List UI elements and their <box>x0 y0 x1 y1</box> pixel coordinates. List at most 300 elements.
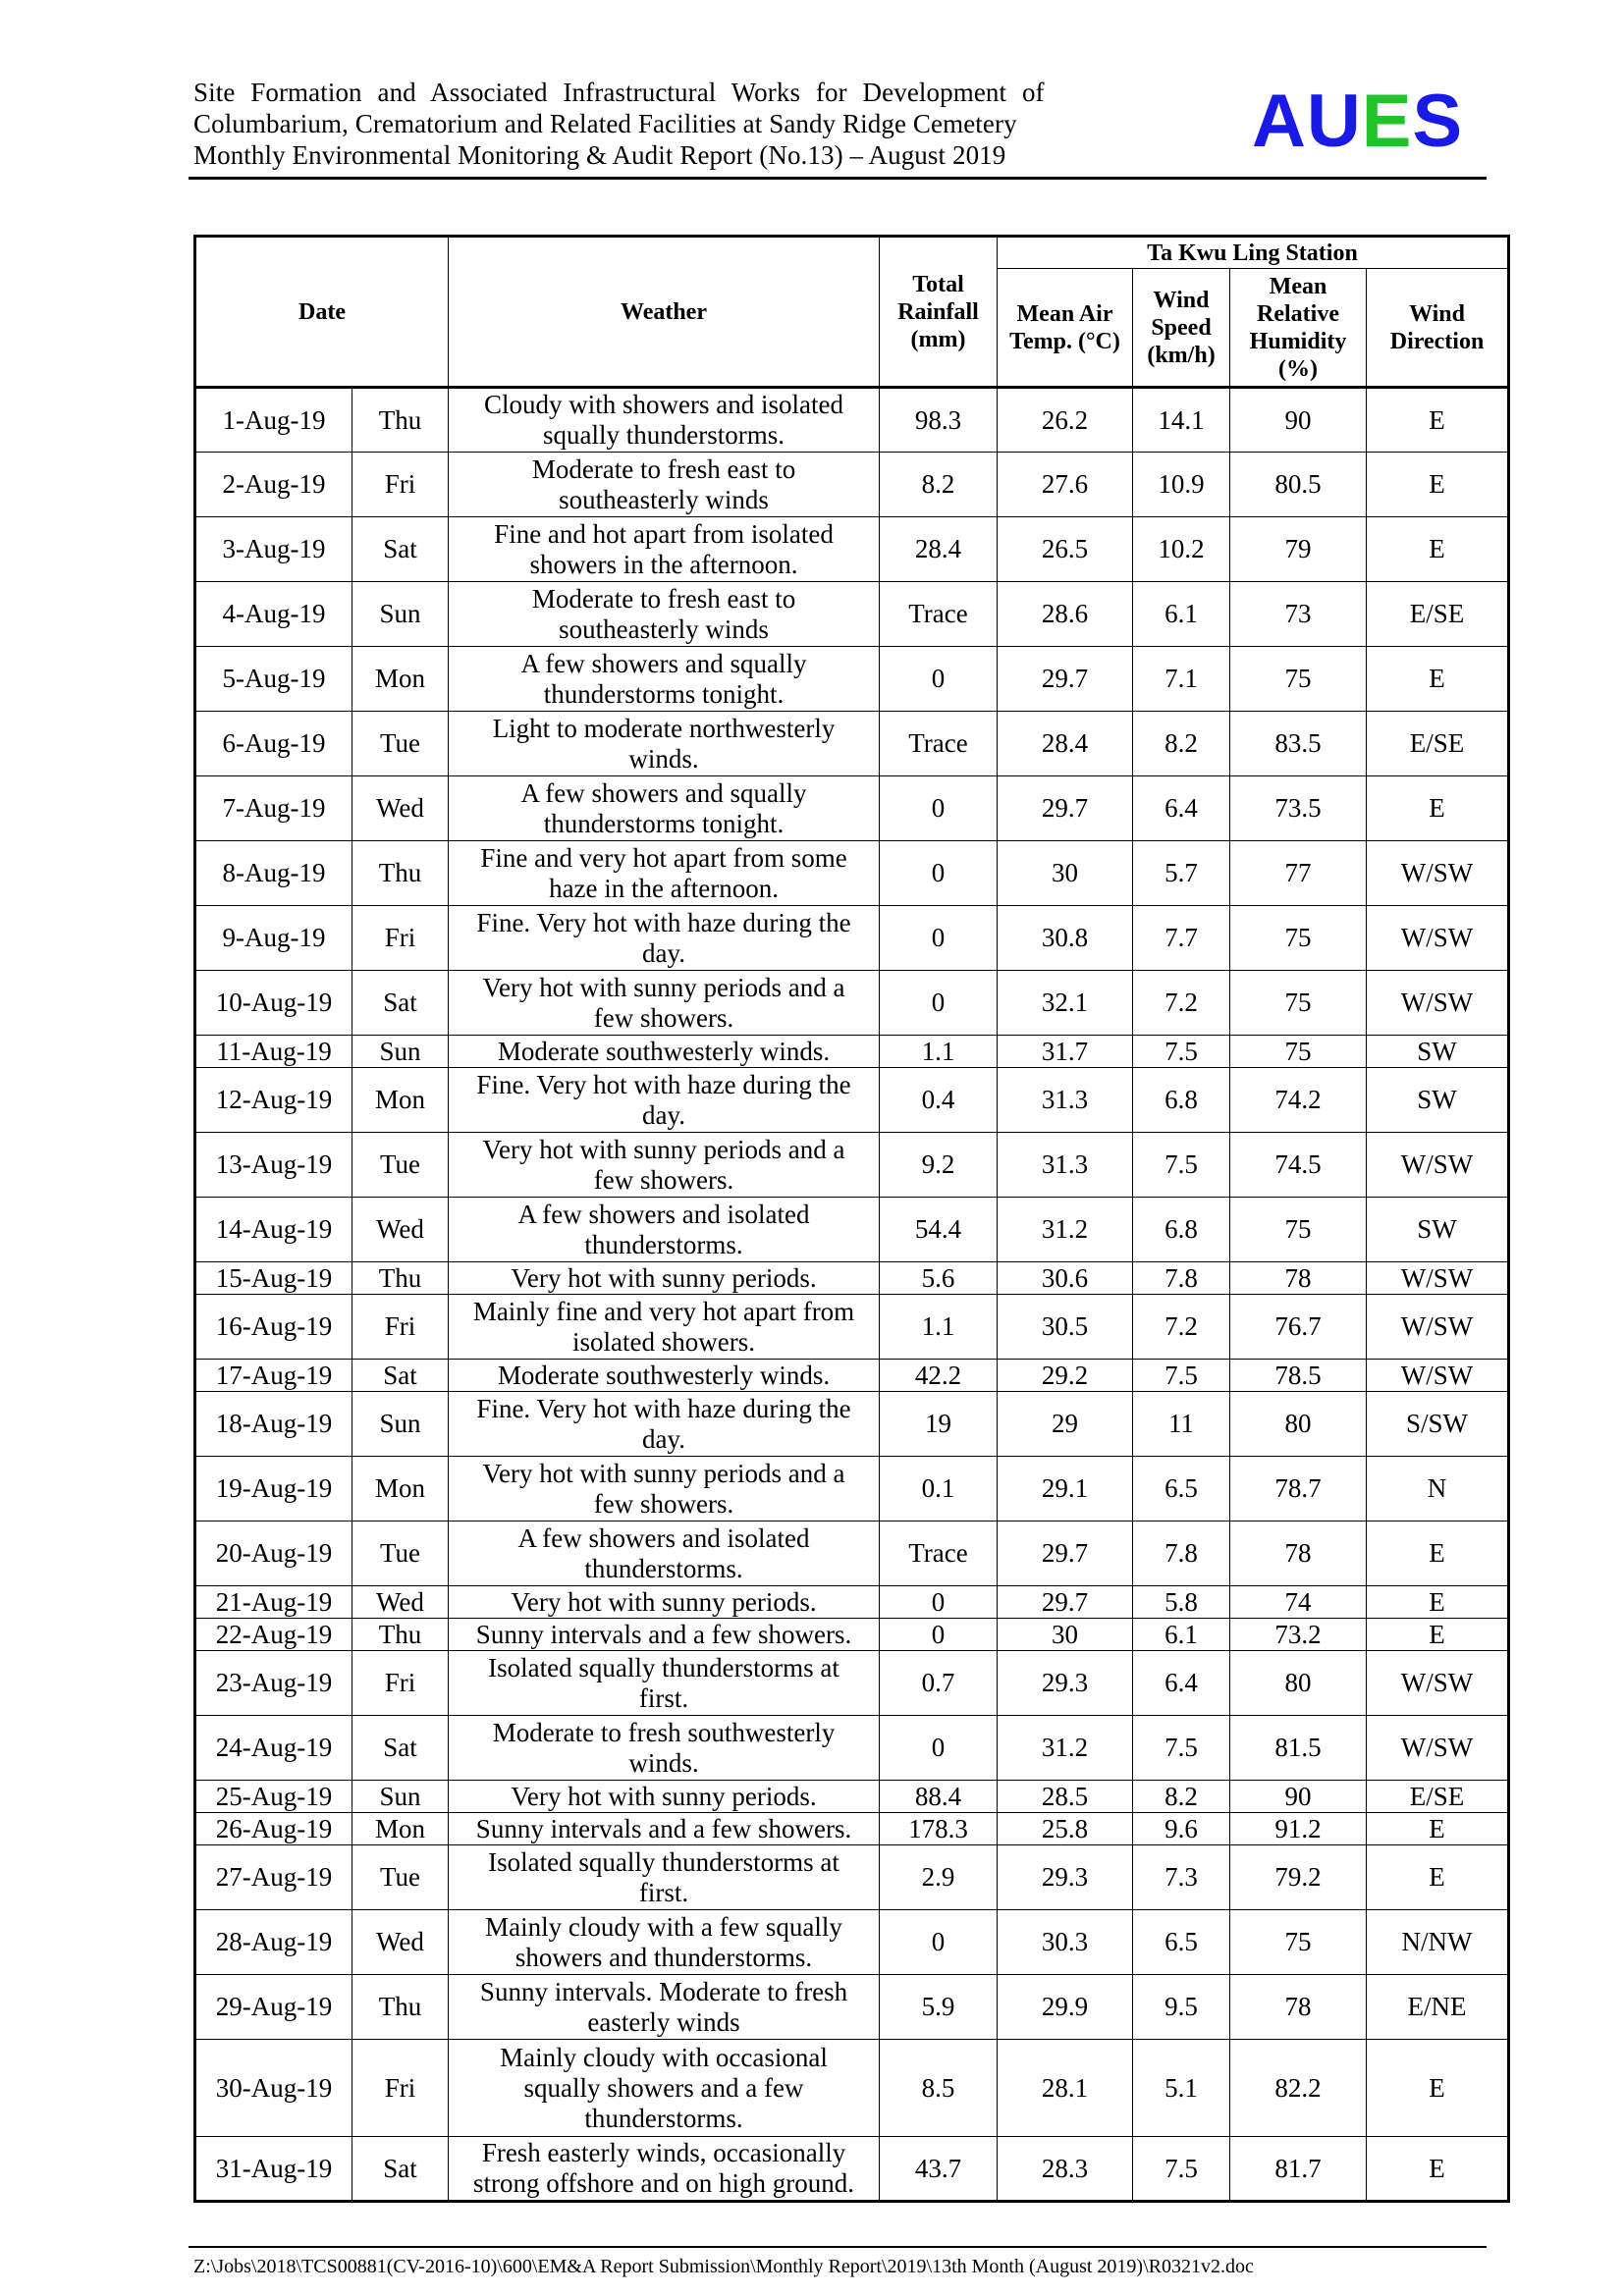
cell-rainfall: 8.2 <box>880 453 998 517</box>
cell-rainfall: 88.4 <box>880 1781 998 1813</box>
weather-text-line: A few showers and isolated <box>517 1199 810 1229</box>
cell-rainfall: 0 <box>880 841 998 906</box>
cell-mean-air-temp: 32.1 <box>998 971 1133 1036</box>
cell-date: 26-Aug-19 <box>195 1813 352 1845</box>
cell-rainfall: Trace <box>880 712 998 776</box>
table-row <box>195 1068 1509 1133</box>
cell-humidity: 75 <box>1230 1036 1367 1068</box>
cell-humidity: 73.5 <box>1230 776 1367 841</box>
cell-humidity: 73 <box>1230 582 1367 647</box>
cell-date: 28-Aug-19 <box>195 1910 352 1975</box>
weather-text-line: Fresh easterly winds, occasionally <box>481 2138 846 2167</box>
cell-humidity: 82.2 <box>1230 2040 1367 2137</box>
cell-humidity: 75 <box>1230 647 1367 712</box>
cell-wind-direction: E <box>1367 2040 1509 2137</box>
cell-day: Sat <box>352 1716 449 1781</box>
cell-wind-direction: E <box>1367 1813 1509 1845</box>
weather-text-line: Fine. Very hot with haze during the <box>476 907 851 937</box>
cell-day: Sat <box>352 2137 449 2202</box>
weather-text-line: few showers. <box>593 1488 734 1519</box>
cell-date: 14-Aug-19 <box>195 1198 352 1262</box>
page-header <box>193 77 1485 177</box>
cell-wind-direction: N <box>1367 1457 1509 1522</box>
cell-date: 13-Aug-19 <box>195 1133 352 1198</box>
cell-rainfall: 1.1 <box>880 1036 998 1068</box>
cell-weather <box>449 1392 880 1457</box>
cell-rainfall: 8.5 <box>880 2040 998 2137</box>
cell-wind-direction: W/SW <box>1367 1651 1509 1716</box>
cell-wind-direction: SW <box>1367 1198 1509 1262</box>
cell-humidity: 79.2 <box>1230 1845 1367 1910</box>
cell-day: Thu <box>352 1262 449 1295</box>
cell-wind-direction: E/NE <box>1367 1975 1509 2040</box>
weather-text-line: southeasterly winds <box>559 614 769 644</box>
weather-text-line: Light to moderate northwesterly <box>492 713 836 743</box>
weather-text-line: squally thunderstorms. <box>543 420 785 450</box>
cell-day: Thu <box>352 1975 449 2040</box>
cell-wind-speed: 7.1 <box>1133 647 1230 712</box>
header-date: Date <box>195 237 449 388</box>
cell-date: 5-Aug-19 <box>195 647 352 712</box>
cell-rainfall: 43.7 <box>880 2137 998 2202</box>
table-row <box>195 1392 1509 1457</box>
cell-humidity: 75 <box>1230 971 1367 1036</box>
cell-date: 12-Aug-19 <box>195 1068 352 1133</box>
weather-text-line: isolated showers. <box>572 1326 755 1357</box>
cell-wind-direction: W/SW <box>1367 841 1509 906</box>
cell-date: 11-Aug-19 <box>195 1036 352 1068</box>
cell-mean-air-temp: 28.4 <box>998 712 1133 776</box>
cell-mean-air-temp: 29.7 <box>998 776 1133 841</box>
cell-rainfall: 54.4 <box>880 1198 998 1262</box>
cell-wind-speed: 7.2 <box>1133 1295 1230 1360</box>
cell-humidity: 78.5 <box>1230 1360 1367 1392</box>
cell-day: Wed <box>352 1910 449 1975</box>
cell-wind-direction: E <box>1367 453 1509 517</box>
weather-text-line: Moderate to fresh east to <box>531 454 796 484</box>
header-weather: Weather <box>449 237 880 388</box>
weather-text-line: Very hot with sunny periods and a <box>482 1458 845 1488</box>
weather-text-line: Very hot with sunny periods. <box>511 1586 817 1617</box>
cell-weather <box>449 1522 880 1586</box>
cell-rainfall: 1.1 <box>880 1295 998 1360</box>
cell-weather <box>449 1619 880 1651</box>
cell-weather <box>449 1262 880 1295</box>
cell-humidity: 80 <box>1230 1651 1367 1716</box>
cell-wind-speed: 11 <box>1133 1392 1230 1457</box>
weather-text-line: Very hot with sunny periods and a <box>482 972 845 1002</box>
table-row <box>195 1036 1509 1068</box>
weather-text-line: Moderate to fresh southwesterly <box>492 1717 836 1747</box>
cell-day: Sun <box>352 1392 449 1457</box>
weather-text-line: Mainly cloudy with occasional <box>500 2042 828 2072</box>
weather-text-line: few showers. <box>593 1164 734 1195</box>
cell-humidity: 76.7 <box>1230 1295 1367 1360</box>
table-row <box>195 1262 1509 1295</box>
cell-wind-speed: 6.1 <box>1133 1619 1230 1651</box>
cell-wind-direction: E <box>1367 2137 1509 2202</box>
cell-wind-direction: N/NW <box>1367 1910 1509 1975</box>
weather-text-line: Cloudy with showers and isolated <box>484 390 843 419</box>
cell-day: Sat <box>352 971 449 1036</box>
cell-weather <box>449 1457 880 1522</box>
cell-wind-direction: E <box>1367 1619 1509 1651</box>
cell-wind-speed: 7.7 <box>1133 906 1230 971</box>
cell-weather <box>449 2040 880 2137</box>
table-row <box>195 1360 1509 1392</box>
weather-text-line: Sunny intervals. Moderate to fresh <box>479 1976 848 2006</box>
logo-part-e: E <box>1361 80 1413 163</box>
cell-humidity: 90 <box>1230 1781 1367 1813</box>
footer-file-path: Z:\Jobs\2018\TCS00881(CV-2016-10)\600\EM&A Report Submission\Monthly Report\2019\13th Month (August 2019)\R0321v2.doc <box>193 2256 1254 2277</box>
cell-day: Wed <box>352 1586 449 1619</box>
cell-date: 22-Aug-19 <box>195 1619 352 1651</box>
cell-wind-speed: 10.2 <box>1133 517 1230 582</box>
table-row <box>195 1295 1509 1360</box>
cell-rainfall: 0 <box>880 971 998 1036</box>
cell-wind-speed: 6.1 <box>1133 582 1230 647</box>
cell-date: 16-Aug-19 <box>195 1295 352 1360</box>
cell-date: 20-Aug-19 <box>195 1522 352 1586</box>
table-row <box>195 971 1509 1036</box>
cell-day: Thu <box>352 388 449 453</box>
cell-mean-air-temp: 26.2 <box>998 388 1133 453</box>
cell-humidity: 74.5 <box>1230 1133 1367 1198</box>
cell-date: 6-Aug-19 <box>195 712 352 776</box>
table-row <box>195 582 1509 647</box>
cell-mean-air-temp: 31.3 <box>998 1133 1133 1198</box>
logo-part-s: S <box>1412 80 1464 163</box>
cell-mean-air-temp: 31.7 <box>998 1036 1133 1068</box>
cell-wind-direction: S/SW <box>1367 1392 1509 1457</box>
cell-wind-speed: 6.4 <box>1133 1651 1230 1716</box>
weather-text-line: Sunny intervals and a few showers. <box>475 1619 852 1649</box>
cell-mean-air-temp: 29.9 <box>998 1975 1133 2040</box>
cell-wind-speed: 8.2 <box>1133 1781 1230 1813</box>
cell-wind-direction: E <box>1367 776 1509 841</box>
cell-mean-air-temp: 30 <box>998 1619 1133 1651</box>
cell-weather <box>449 1036 880 1068</box>
cell-wind-direction: E <box>1367 517 1509 582</box>
cell-weather <box>449 1295 880 1360</box>
cell-rainfall: 0.7 <box>880 1651 998 1716</box>
cell-rainfall: 0 <box>880 1910 998 1975</box>
weather-text-line: Isolated squally thunderstorms at <box>488 1846 839 1877</box>
cell-wind-direction: E/SE <box>1367 1781 1509 1813</box>
cell-weather <box>449 1360 880 1392</box>
cell-weather <box>449 1975 880 2040</box>
cell-wind-speed: 6.8 <box>1133 1198 1230 1262</box>
weather-text-line: Fine and very hot apart from some <box>480 842 847 873</box>
cell-rainfall: 0 <box>880 1716 998 1781</box>
cell-date: 24-Aug-19 <box>195 1716 352 1781</box>
table-row <box>195 2137 1509 2202</box>
header-divider <box>189 177 1487 180</box>
table-row <box>195 841 1509 906</box>
table-row <box>195 517 1509 582</box>
weather-text-line: thunderstorms. <box>584 1553 743 1583</box>
cell-humidity: 75 <box>1230 1198 1367 1262</box>
cell-mean-air-temp: 28.5 <box>998 1781 1133 1813</box>
table-row <box>195 1975 1509 2040</box>
cell-weather <box>449 841 880 906</box>
cell-day: Fri <box>352 906 449 971</box>
weather-text-line: day. <box>642 937 685 968</box>
cell-mean-air-temp: 28.6 <box>998 582 1133 647</box>
table-row <box>195 1716 1509 1781</box>
cell-humidity: 79 <box>1230 517 1367 582</box>
cell-day: Sat <box>352 1360 449 1392</box>
cell-mean-air-temp: 29.3 <box>998 1845 1133 1910</box>
table-row <box>195 1910 1509 1975</box>
cell-day: Wed <box>352 776 449 841</box>
cell-wind-speed: 7.5 <box>1133 1036 1230 1068</box>
weather-text-line: Moderate southwesterly winds. <box>497 1036 831 1066</box>
cell-weather <box>449 1813 880 1845</box>
cell-wind-speed: 6.8 <box>1133 1068 1230 1133</box>
cell-rainfall: 0 <box>880 906 998 971</box>
cell-rainfall: 0.1 <box>880 1457 998 1522</box>
cell-humidity: 91.2 <box>1230 1813 1367 1845</box>
report-title-line-1: Site Formation and Associated Infrastructural Works for Development of <box>193 78 1045 107</box>
weather-text-line: first. <box>638 1682 689 1713</box>
weather-text-line: southeasterly winds <box>559 484 769 514</box>
cell-day: Fri <box>352 453 449 517</box>
cell-day: Sat <box>352 517 449 582</box>
table-row <box>195 712 1509 776</box>
cell-date: 18-Aug-19 <box>195 1392 352 1457</box>
cell-mean-air-temp: 31.2 <box>998 1716 1133 1781</box>
cell-rainfall: 178.3 <box>880 1813 998 1845</box>
aues-logo <box>1252 80 1464 163</box>
cell-mean-air-temp: 31.2 <box>998 1198 1133 1262</box>
cell-date: 15-Aug-19 <box>195 1262 352 1295</box>
cell-day: Wed <box>352 1198 449 1262</box>
table-row <box>195 1586 1509 1619</box>
cell-wind-direction: W/SW <box>1367 971 1509 1036</box>
cell-day: Fri <box>352 1295 449 1360</box>
cell-wind-direction: E <box>1367 388 1509 453</box>
cell-humidity: 81.5 <box>1230 1716 1367 1781</box>
cell-wind-direction: E/SE <box>1367 582 1509 647</box>
cell-mean-air-temp: 25.8 <box>998 1813 1133 1845</box>
cell-wind-speed: 14.1 <box>1133 388 1230 453</box>
cell-day: Mon <box>352 647 449 712</box>
weather-text-line: easterly winds <box>587 2006 740 2037</box>
cell-mean-air-temp: 28.1 <box>998 2040 1133 2137</box>
table-row <box>195 1781 1509 1813</box>
cell-day: Tue <box>352 1133 449 1198</box>
cell-rainfall: 19 <box>880 1392 998 1457</box>
cell-date: 7-Aug-19 <box>195 776 352 841</box>
weather-text-line: Fine. Very hot with haze during the <box>476 1393 851 1423</box>
cell-date: 23-Aug-19 <box>195 1651 352 1716</box>
cell-weather <box>449 453 880 517</box>
weather-text-line: Very hot with sunny periods and a <box>482 1134 845 1164</box>
table-row <box>195 1198 1509 1262</box>
cell-rainfall: 0 <box>880 1586 998 1619</box>
table-row <box>195 906 1509 971</box>
cell-weather <box>449 1845 880 1910</box>
cell-weather <box>449 1781 880 1813</box>
cell-wind-speed: 6.5 <box>1133 1910 1230 1975</box>
cell-day: Sun <box>352 1781 449 1813</box>
cell-date: 25-Aug-19 <box>195 1781 352 1813</box>
cell-wind-direction: E <box>1367 1845 1509 1910</box>
cell-weather <box>449 1198 880 1262</box>
table-row <box>195 2040 1509 2137</box>
cell-wind-direction: W/SW <box>1367 906 1509 971</box>
table-body <box>195 388 1509 2202</box>
cell-humidity: 78 <box>1230 1262 1367 1295</box>
cell-mean-air-temp: 30 <box>998 841 1133 906</box>
cell-wind-direction: SW <box>1367 1036 1509 1068</box>
weather-text-line: A few showers and squally <box>520 777 807 808</box>
cell-day: Mon <box>352 1068 449 1133</box>
header-wind-direction: Wind Direction <box>1367 269 1509 388</box>
cell-wind-speed: 5.7 <box>1133 841 1230 906</box>
cell-mean-air-temp: 30.8 <box>998 906 1133 971</box>
weather-text-line: showers and thunderstorms. <box>514 1942 813 1972</box>
cell-humidity: 81.7 <box>1230 2137 1367 2202</box>
cell-wind-speed: 10.9 <box>1133 453 1230 517</box>
cell-day: Tue <box>352 1845 449 1910</box>
weather-data-table <box>193 235 1510 2203</box>
weather-text-line: A few showers and isolated <box>517 1522 810 1553</box>
cell-mean-air-temp: 30.3 <box>998 1910 1133 1975</box>
cell-weather <box>449 1716 880 1781</box>
weather-text-line: winds. <box>628 1747 699 1778</box>
cell-wind-speed: 8.2 <box>1133 712 1230 776</box>
weather-text-line: day. <box>642 1423 685 1454</box>
cell-date: 2-Aug-19 <box>195 453 352 517</box>
cell-wind-direction: W/SW <box>1367 1716 1509 1781</box>
cell-rainfall: 0 <box>880 776 998 841</box>
cell-date: 27-Aug-19 <box>195 1845 352 1910</box>
cell-day: Thu <box>352 1619 449 1651</box>
cell-mean-air-temp: 29.7 <box>998 1522 1133 1586</box>
table-row <box>195 1133 1509 1198</box>
cell-rainfall: Trace <box>880 582 998 647</box>
cell-humidity: 78.7 <box>1230 1457 1367 1522</box>
cell-rainfall: 98.3 <box>880 388 998 453</box>
cell-day: Mon <box>352 1813 449 1845</box>
cell-mean-air-temp: 29.1 <box>998 1457 1133 1522</box>
table-row <box>195 1457 1509 1522</box>
cell-wind-direction: E <box>1367 1522 1509 1586</box>
cell-rainfall: 0.4 <box>880 1068 998 1133</box>
cell-wind-direction: E <box>1367 647 1509 712</box>
cell-wind-speed: 5.8 <box>1133 1586 1230 1619</box>
header-station: Ta Kwu Ling Station <box>998 237 1509 269</box>
weather-text-line: showers in the afternoon. <box>529 549 798 579</box>
cell-humidity: 78 <box>1230 1522 1367 1586</box>
cell-rainfall: 0 <box>880 647 998 712</box>
cell-weather <box>449 582 880 647</box>
header-wind-speed: Wind Speed (km/h) <box>1133 269 1230 388</box>
table-row <box>195 453 1509 517</box>
table-row <box>195 1813 1509 1845</box>
cell-weather <box>449 1586 880 1619</box>
cell-wind-speed: 7.8 <box>1133 1262 1230 1295</box>
cell-wind-direction: E <box>1367 1586 1509 1619</box>
cell-wind-speed: 5.1 <box>1133 2040 1230 2137</box>
report-title-block <box>193 77 1175 171</box>
weather-text-line: thunderstorms. <box>584 1229 743 1259</box>
cell-humidity: 77 <box>1230 841 1367 906</box>
cell-wind-speed: 9.6 <box>1133 1813 1230 1845</box>
header-mean-relative-humidity: Mean Relative Humidity (%) <box>1230 269 1367 388</box>
header-mean-air-temp: Mean Air Temp. (°C) <box>998 269 1133 388</box>
weather-text-line: Moderate to fresh east to <box>531 583 796 614</box>
cell-wind-direction: W/SW <box>1367 1360 1509 1392</box>
cell-date: 9-Aug-19 <box>195 906 352 971</box>
cell-weather <box>449 647 880 712</box>
cell-wind-speed: 9.5 <box>1133 1975 1230 2040</box>
weather-text-line: Very hot with sunny periods. <box>511 1781 817 1811</box>
cell-humidity: 83.5 <box>1230 712 1367 776</box>
cell-wind-speed: 7.5 <box>1133 1716 1230 1781</box>
table-row <box>195 388 1509 453</box>
table-row <box>195 1845 1509 1910</box>
weather-text-line: thunderstorms tonight. <box>543 678 785 709</box>
cell-wind-direction: W/SW <box>1367 1295 1509 1360</box>
cell-mean-air-temp: 29.2 <box>998 1360 1133 1392</box>
cell-date: 3-Aug-19 <box>195 517 352 582</box>
cell-weather <box>449 906 880 971</box>
cell-mean-air-temp: 30.5 <box>998 1295 1133 1360</box>
weather-text-line: day. <box>642 1099 685 1130</box>
table-row <box>195 1619 1509 1651</box>
table-row <box>195 1651 1509 1716</box>
cell-mean-air-temp: 29 <box>998 1392 1133 1457</box>
weather-text-line: first. <box>638 1877 689 1907</box>
cell-date: 17-Aug-19 <box>195 1360 352 1392</box>
cell-rainfall: 9.2 <box>880 1133 998 1198</box>
cell-rainfall: 42.2 <box>880 1360 998 1392</box>
cell-humidity: 75 <box>1230 1910 1367 1975</box>
cell-date: 19-Aug-19 <box>195 1457 352 1522</box>
weather-text-line: Sunny intervals and a few showers. <box>475 1813 852 1843</box>
header-total-rainfall: Total Rainfall (mm) <box>880 237 998 388</box>
cell-date: 8-Aug-19 <box>195 841 352 906</box>
cell-wind-speed: 7.5 <box>1133 1133 1230 1198</box>
cell-date: 21-Aug-19 <box>195 1586 352 1619</box>
cell-date: 31-Aug-19 <box>195 2137 352 2202</box>
weather-text-line: winds. <box>628 743 699 774</box>
cell-humidity: 78 <box>1230 1975 1367 2040</box>
cell-wind-direction: W/SW <box>1367 1262 1509 1295</box>
weather-text-line: haze in the afternoon. <box>549 873 779 903</box>
cell-wind-speed: 7.5 <box>1133 1360 1230 1392</box>
cell-weather <box>449 776 880 841</box>
cell-humidity: 74.2 <box>1230 1068 1367 1133</box>
cell-date: 29-Aug-19 <box>195 1975 352 2040</box>
cell-wind-speed: 6.5 <box>1133 1457 1230 1522</box>
cell-day: Tue <box>352 712 449 776</box>
cell-wind-speed: 7.8 <box>1133 1522 1230 1586</box>
cell-humidity: 90 <box>1230 388 1367 453</box>
cell-weather <box>449 1910 880 1975</box>
footer-divider <box>189 2246 1487 2248</box>
cell-rainfall: Trace <box>880 1522 998 1586</box>
cell-mean-air-temp: 26.5 <box>998 517 1133 582</box>
cell-day: Fri <box>352 1651 449 1716</box>
cell-rainfall: 2.9 <box>880 1845 998 1910</box>
weather-text-line: Mainly cloudy with a few squally <box>485 1911 842 1942</box>
cell-day: Tue <box>352 1522 449 1586</box>
cell-day: Mon <box>352 1457 449 1522</box>
